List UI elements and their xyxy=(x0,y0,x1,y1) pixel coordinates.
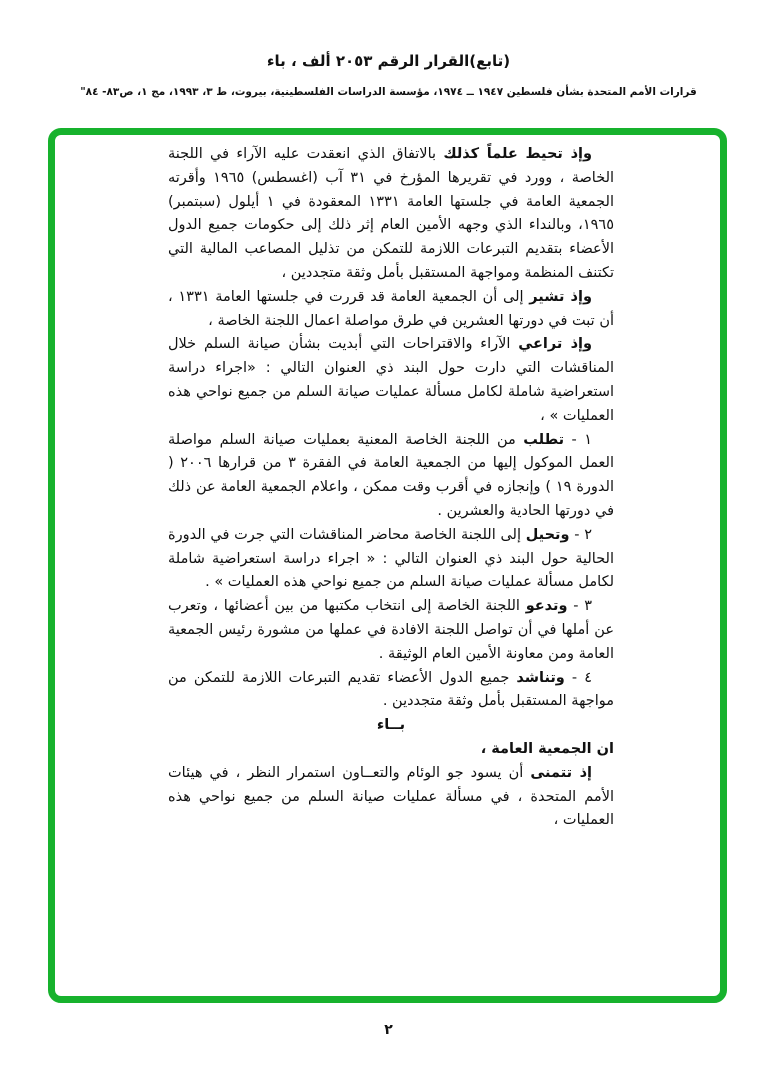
paragraph-closing xyxy=(168,762,614,833)
paragraph-text: من اللجنة الخاصة المعنية بعمليات صيانة السلم مواصلة العمل الموكول إليها من الجمعية العامة في الفقرة ٣ من قرارها ٢٠٠٦ ( الدورة ١٩ ) وإنجازه في أقرب وقت ممكن ، واعلام الجمعية العامة عن ذلك في دورتها الحادية والعشرين . xyxy=(168,431,614,519)
paragraph-text: أن يسود جو الوئام والتعــاون استمرار النظر ، في هيئات الأمم المتحدة ، في مسألة عمليات صيانة السلم من جميع نواحي هذه العمليات ، xyxy=(168,764,614,829)
paragraph-lead: وتحيل xyxy=(525,526,570,543)
paragraph-text: اللجنة الخاصة إلى انتخاب مكتبها من بين أعضائها ، وتعرب عن أملها في أن تواصل اللجنة الافادة في عملها من مشورة رئيس الجمعية العامة ومن معاونة الأمين العام الوثيقة . xyxy=(168,598,614,662)
paragraph-lead: وإذ تشير xyxy=(529,288,592,305)
paragraph-text: الآراء والاقتراحات التي أبديت بشأن صيانة السلم خلال المناقشات التي دارت حول البند ذي العنوان التالي : «اجراء دراسة استعراضية شاملة لكامل مسألة عمليات صيانة السلم من جميع نواحي هذه العمليات » ، xyxy=(168,336,614,424)
document-title: (تابع)القرار الرقم ٢٠٥٣ ألف ، باء xyxy=(266,52,511,70)
section-intro: ان الجمعية العامة ، xyxy=(480,740,614,757)
paragraph-text: إلى اللجنة الخاصة محاضر المناقشات التي جرت في الدورة الحالية حول البند ذي العنوان التالي : « اجراء دراسة استعراضية شاملة لكامل مسألة عمليات صيانة السلم من جميع نواحي هذه العمليات » . xyxy=(168,526,614,591)
paragraph-operative-2 xyxy=(168,524,614,595)
paragraph-lead: تطلب xyxy=(523,431,565,448)
paragraph-text: إلى أن الجمعية العامة قد قررت في جلستها العامة ١٣٣١ ، أن تبت في دورتها العشرين في طرق مواصلة اعمال اللجنة الخاصة ، xyxy=(168,288,614,329)
paragraph-lead: وتناشد xyxy=(516,669,565,686)
paragraph-text: بالاتفاق الذي انعقدت عليه الآراء في اللجنة الخاصة ، وورد في تقريرها المؤرخ في ٣١ آب (اغسطس) ١٩٦٥ وأقرته الجمعية العامة في جلستها العامة ١٣٣١ المعقودة في ١ أيلول (سبتمبر) ١٩٦٥، وبالنداء الذي وجهه الأمين العام إثر ذلك إلى حكومات جميع الدول الأعضاء بتقديم التبرعات اللازمة للتمكن من تذليل المصاعب المالية التي تكتنف المنظمة ومواجهة المستقبل بأمل وثقة متجددين ، xyxy=(168,146,615,281)
paragraph-operative-1 xyxy=(168,429,614,524)
paragraph-number: ٤ - xyxy=(564,669,592,686)
paragraph-lead: وتدعو xyxy=(525,598,568,615)
paragraph-text: جميع الدول الأعضاء تقديم التبرعات اللازمة للتمكن من مواجهة المستقبل بأمل وثقة متجددين . xyxy=(168,669,614,710)
paragraph-preamble-2 xyxy=(168,286,614,334)
paragraph-preamble-1 xyxy=(168,143,614,286)
paragraph-operative-3 xyxy=(168,595,614,666)
resolution-body xyxy=(168,143,614,833)
paragraph-number: ٢ - xyxy=(569,526,592,543)
paragraph-number: ١ - xyxy=(564,431,593,448)
document-citation: قرارات الأمم المتحدة بشأن فلسطين ١٩٤٧ ــ ١٩٧٤، مؤسسة الدراسات الفلسطينية، بيروت، ط ٣، ١٩٩٣، مج ١، ص٨٣- ٨٤" xyxy=(80,86,697,98)
paragraph-preamble-3 xyxy=(168,333,614,428)
page-number: ٢ xyxy=(384,1022,393,1038)
paragraph-lead: إذ تتمنى xyxy=(530,764,592,781)
paragraph-operative-4 xyxy=(168,667,614,715)
paragraph-lead: وإذ تراعي xyxy=(518,336,593,353)
section-heading-baa: بــاء xyxy=(376,717,406,734)
paragraph-number: ٣ - xyxy=(567,598,592,615)
paragraph-lead: وإذ تحيط علماً كذلك xyxy=(443,146,592,162)
